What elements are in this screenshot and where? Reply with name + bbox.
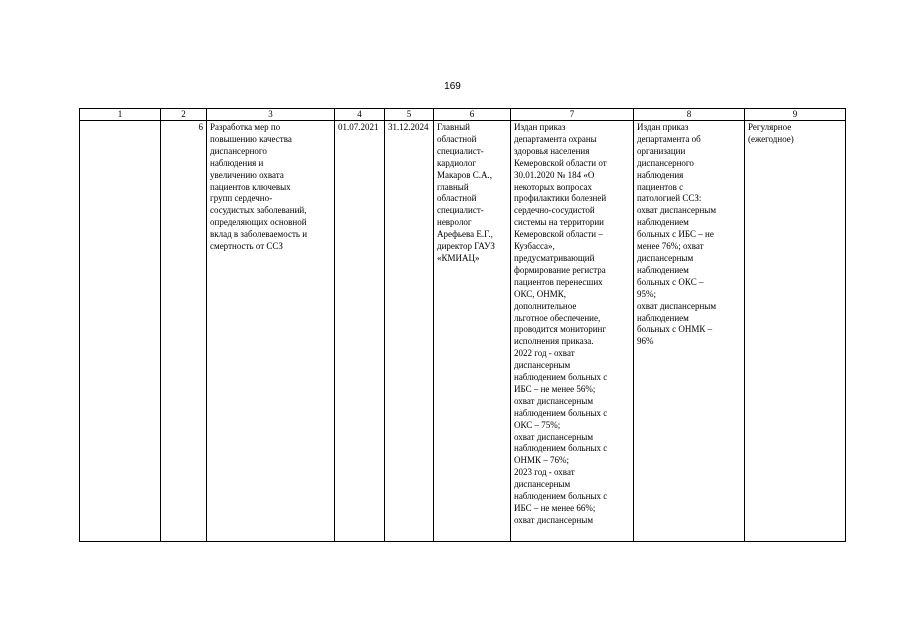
col-header-9: 9 <box>745 109 846 121</box>
col-header-3: 3 <box>207 109 335 121</box>
cell-item-number: 6 <box>161 121 207 542</box>
col-header-7: 7 <box>511 109 634 121</box>
col-header-5: 5 <box>385 109 434 121</box>
col-header-1: 1 <box>80 109 161 121</box>
cell-empty <box>80 121 161 542</box>
cell-start-date: 01.07.2021 <box>335 121 385 542</box>
col-header-8: 8 <box>634 109 745 121</box>
document-table <box>79 108 846 542</box>
table-row <box>80 121 846 542</box>
col-header-2: 2 <box>161 109 207 121</box>
col-header-4: 4 <box>335 109 385 121</box>
cell-activity: Разработка мер по повышению качества диспансерного наблюдения и увеличению охвата пациентов ключевых групп сердечно- сосудистых заболеваний, определяющих основной вклад в заболеваемость и смертность от ССЗ <box>207 121 335 542</box>
col-header-6: 6 <box>434 109 511 121</box>
cell-frequency: Регулярное (ежегодное) <box>745 121 846 542</box>
page-number: 169 <box>444 81 461 92</box>
cell-responsible: Главный областной специалист- кардиолог Макаров С.А., главный областной специалист- невролог Арефьева Е.Г., директор ГАУЗ «КМИАЦ» <box>434 121 511 542</box>
cell-end-date: 31.12.2024 <box>385 121 434 542</box>
header-row <box>80 109 846 121</box>
cell-result-description: Издан приказ департамента охраны здоровья населения Кемеровской области от 30.01.2020 № 184 «О некоторых вопросах профилактики болезней сердечно-сосудистой системы на территории Кемеровской области – Кузбасса», предусматривающий формирование регистра пациентов перенесших ОКС, ОНМК, дополнительное льготное обеспечение, проводится мониторинг исполнения приказа. 2022 год - охват диспансерным наблюдением больных с ИБС – не менее 56%; охват диспансерным наблюдением больных с ОКС – 75%; охват диспансерным наблюдением больных с ОНМК – 76%; 2023 год - охват диспансерным наблюдением больных с ИБС – не менее 66%; охват диспансерным <box>511 121 634 542</box>
cell-outcome: Издан приказ департамента об организации диспансерного наблюдения пациентов с патологией ССЗ: охват диспансерным наблюдением больных с ИБС – не менее 76%; охват диспансерным наблюдением больных с ОКС – 95%; охват диспансерным наблюдением больных с ОНМК – 96% <box>634 121 745 542</box>
